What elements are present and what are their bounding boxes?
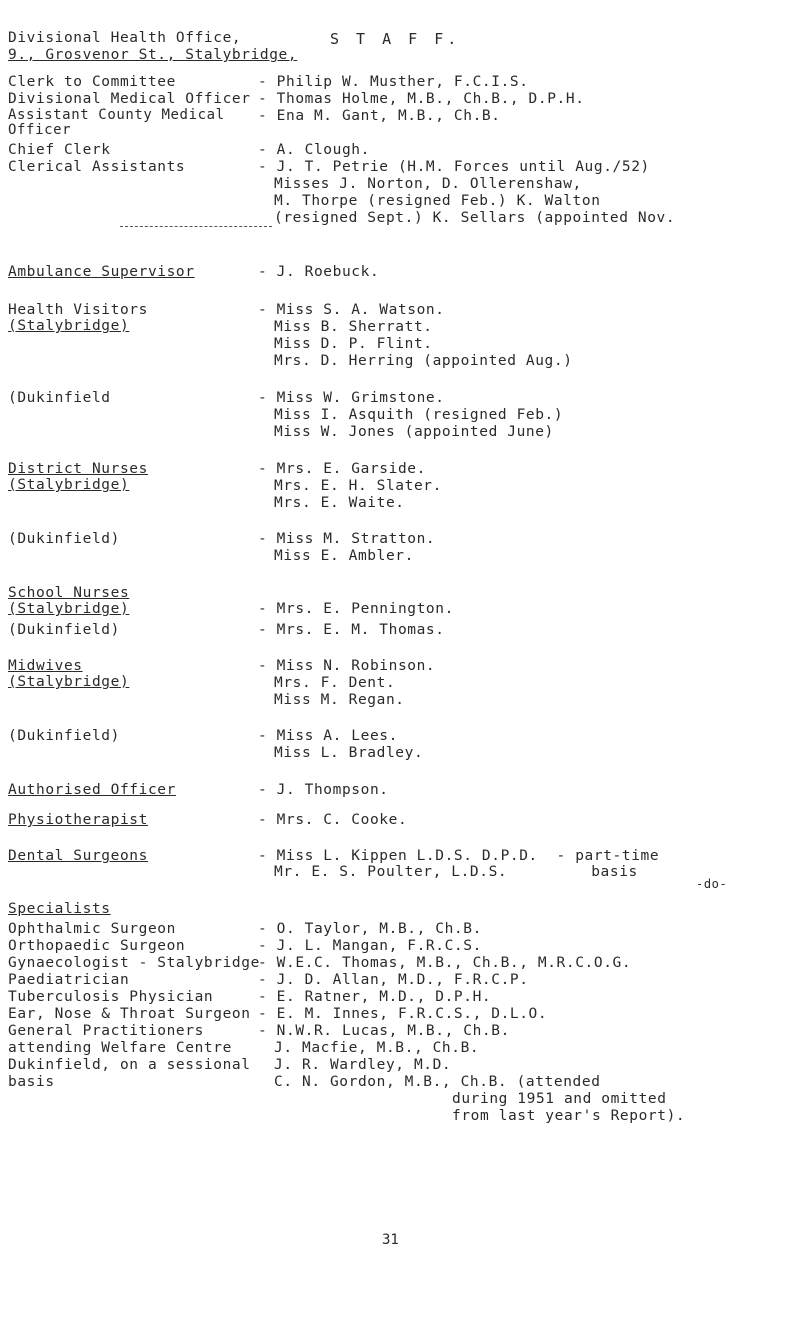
clerical-extra-3: (resigned Sept.) K. Sellars (appointed Nov.: [274, 210, 676, 226]
spec-role-6: Ear, Nose & Throat Surgeon: [8, 1006, 251, 1022]
hv-3: Miss D. P. Flint.: [274, 336, 433, 352]
mwd-2: Miss L. Bradley.: [274, 745, 424, 761]
label-ambulance: Ambulance Supervisor: [8, 264, 195, 280]
label-authorised-officer: Authorised Officer: [8, 782, 176, 798]
sub-mw-stalybridge: (Stalybridge): [8, 674, 130, 690]
mw-3: Miss M. Regan.: [274, 692, 405, 708]
name-dmo: - Thomas Holme, M.B., Ch.B., D.P.H.: [258, 91, 585, 107]
name-clerical: - J. T. Petrie (H.M. Forces until Aug./52): [258, 159, 650, 175]
spec-name-3: - W.E.C. Thomas, M.B., Ch.B., M.R.C.O.G.: [258, 955, 632, 971]
dental-1: - Miss L. Kippen L.D.S. D.P.D. - part-time: [258, 848, 660, 864]
dental-ditto: -do-: [696, 877, 728, 891]
sn-dukinfield-name: - Mrs. E. M. Thomas.: [258, 622, 445, 638]
name-acmo: - Ena M. Gant, M.B., Ch.B.: [258, 108, 501, 124]
dashed-rule: [120, 226, 272, 227]
role-clerical: Clerical Assistants: [8, 159, 186, 175]
page-title: S T A F F.: [330, 30, 461, 48]
hvd-2: Miss I. Asquith (resigned Feb.): [274, 407, 564, 423]
label-hv-dukinfield: (Dukinfield: [8, 390, 111, 406]
role-acmo: Assistant County Medical Officer: [8, 107, 225, 138]
label-specialists: Specialists: [8, 901, 111, 917]
name-ambulance: - J. Roebuck.: [258, 264, 380, 280]
gp-note-2: from last year's Report).: [452, 1108, 686, 1124]
spec-name-2: - J. L. Mangan, F.R.C.S.: [258, 938, 482, 954]
mwd-1: - Miss A. Lees.: [258, 728, 398, 744]
address-line: 9., Grosvenor St., Stalybridge,: [8, 47, 298, 63]
label-health-visitors: Health Visitors: [8, 302, 148, 318]
label-mw-dukinfield: (Dukinfield): [8, 728, 120, 744]
label-school-nurses: School Nurses: [8, 585, 130, 601]
dn-1: - Mrs. E. Garside.: [258, 461, 426, 477]
label-dn-dukinfield: (Dukinfield): [8, 531, 120, 547]
spec-name-6: - E. M. Innes, F.R.C.S., D.L.O.: [258, 1006, 548, 1022]
spec-role-10: basis: [8, 1074, 55, 1090]
spec-role-4: Paediatrician: [8, 972, 130, 988]
spec-role-1: Ophthalmic Surgeon: [8, 921, 176, 937]
hv-2: Miss B. Sherratt.: [274, 319, 433, 335]
hv-1: - Miss S. A. Watson.: [258, 302, 445, 318]
role-clerk: Clerk to Committee: [8, 74, 176, 90]
spec-name-10: C. N. Gordon, M.B., Ch.B. (attended: [274, 1074, 601, 1090]
spec-name-5: - E. Ratner, M.D., D.P.H.: [258, 989, 492, 1005]
spec-role-3: Gynaecologist - Stalybridge: [8, 955, 260, 971]
spec-role-8: attending Welfare Centre: [8, 1040, 232, 1056]
name-physiotherapist: - Mrs. C. Cooke.: [258, 812, 408, 828]
clerical-extra-1: Misses J. Norton, D. Ollerenshaw,: [274, 176, 582, 192]
label-district-nurses: District Nurses: [8, 461, 148, 477]
dental-2: Mr. E. S. Poulter, L.D.S. basis: [274, 864, 638, 880]
name-authorised-officer: - J. Thompson.: [258, 782, 389, 798]
label-physiotherapist: Physiotherapist: [8, 812, 148, 828]
sub-hv-stalybridge: (Stalybridge): [8, 318, 130, 334]
dnd-2: Miss E. Ambler.: [274, 548, 414, 564]
label-dental-surgeons: Dental Surgeons: [8, 848, 148, 864]
sn-stalybridge-name: - Mrs. E. Pennington.: [258, 601, 454, 617]
hvd-3: Miss W. Jones (appointed June): [274, 424, 554, 440]
dn-2: Mrs. E. H. Slater.: [274, 478, 442, 494]
spec-name-8: J. Macfie, M.B., Ch.B.: [274, 1040, 480, 1056]
clerical-extra-2: M. Thorpe (resigned Feb.) K. Walton: [274, 193, 601, 209]
spec-role-7: General Practitioners: [8, 1023, 204, 1039]
spec-name-1: - O. Taylor, M.B., Ch.B.: [258, 921, 482, 937]
spec-role-5: Tuberculosis Physician: [8, 989, 214, 1005]
sub-dn-stalybridge: (Stalybridge): [8, 477, 130, 493]
name-chief-clerk: - A. Clough.: [258, 142, 370, 158]
spec-name-9: J. R. Wardley, M.D.: [274, 1057, 452, 1073]
mw-1: - Miss N. Robinson.: [258, 658, 436, 674]
sub-sn-stalybridge: (Stalybridge): [8, 601, 130, 617]
spec-name-4: - J. D. Allan, M.D., F.R.C.P.: [258, 972, 529, 988]
spec-name-7: - N.W.R. Lucas, M.B., Ch.B.: [258, 1023, 510, 1039]
role-chief-clerk: Chief Clerk: [8, 142, 111, 158]
spec-role-9: Dukinfield, on a sessional: [8, 1057, 251, 1073]
name-clerk: - Philip W. Musther, F.C.I.S.: [258, 74, 529, 90]
hvd-1: - Miss W. Grimstone.: [258, 390, 445, 406]
sub-sn-dukinfield: (Dukinfield): [8, 622, 120, 638]
gp-note-1: during 1951 and omitted: [452, 1091, 667, 1107]
mw-2: Mrs. F. Dent.: [274, 675, 396, 691]
dnd-1: - Miss M. Stratton.: [258, 531, 436, 547]
role-dmo: Divisional Medical Officer: [8, 91, 251, 107]
page-number: 31: [382, 1232, 399, 1248]
spec-role-2: Orthopaedic Surgeon: [8, 938, 186, 954]
office-line: Divisional Health Office,: [8, 30, 242, 46]
hv-4: Mrs. D. Herring (appointed Aug.): [274, 353, 573, 369]
label-midwives: Midwives: [8, 658, 83, 674]
dn-3: Mrs. E. Waite.: [274, 495, 405, 511]
